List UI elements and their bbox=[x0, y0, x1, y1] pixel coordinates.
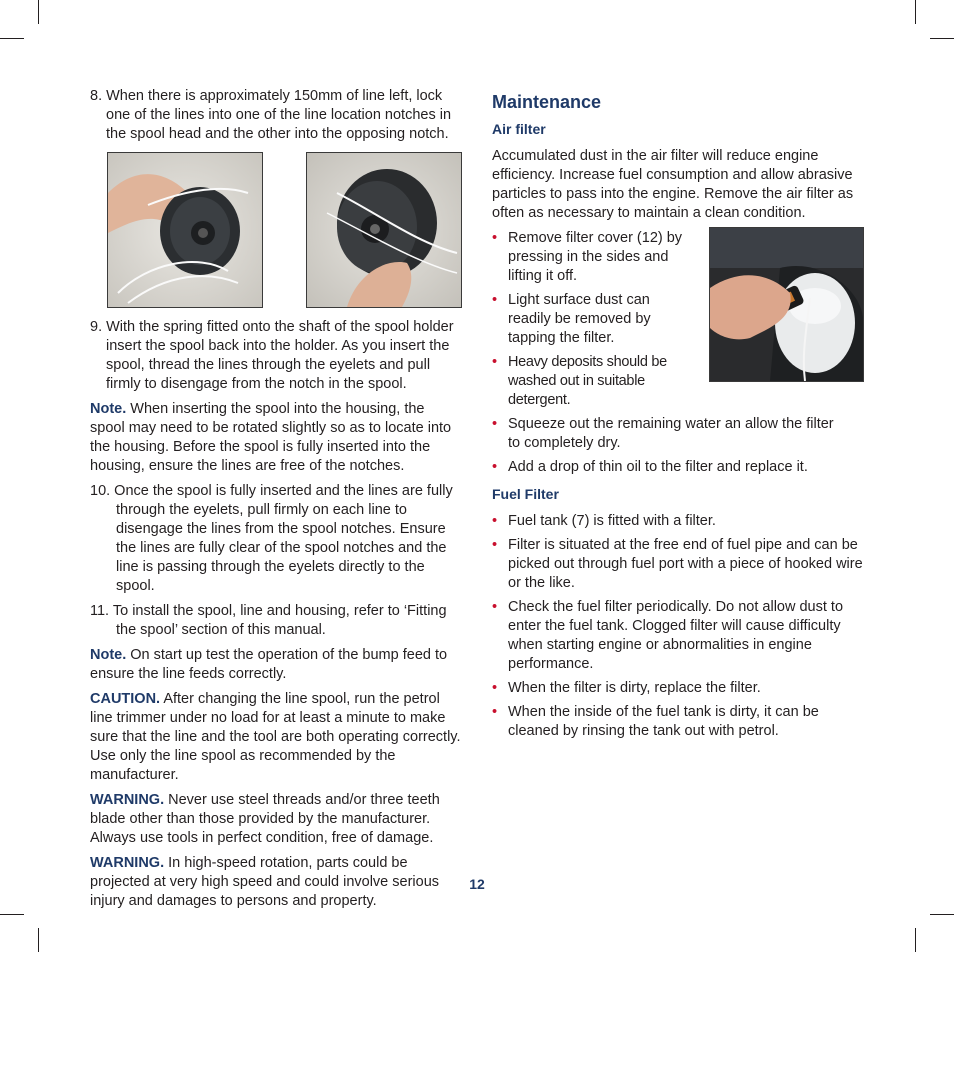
warning-1 bbox=[90, 791, 462, 848]
page-number: 12 bbox=[469, 876, 485, 892]
crop-mark-tr-h bbox=[930, 38, 954, 39]
list-item: • Filter is situated at the free end of fuel pipe and can be picked out through fuel port with a piece of hooked wire or the like. bbox=[492, 537, 863, 591]
step-8: 8. When there is approximately 150mm of line left, lock one of the lines into one of the line location notches in the spool head and the other into the opposing notch. bbox=[90, 88, 452, 142]
step-11: 11. To install the spool, line and housing, refer to ‘Fitting the spool’ section of this manual. bbox=[90, 603, 447, 638]
list-item: • Check the fuel filter periodically. Do not allow dust to enter the fuel tank. Clogged filter will cause difficulty when starting engine or abnormalities in engine performance. bbox=[492, 599, 844, 672]
warning-1-lead: WARNING. bbox=[90, 792, 165, 808]
maintenance-heading: Maintenance bbox=[492, 92, 602, 112]
air-filter-heading: Air filter bbox=[492, 121, 546, 137]
crop-mark-tr-v bbox=[915, 0, 916, 24]
warning-2-lead: WARNING. bbox=[90, 855, 165, 871]
air-filter-photo bbox=[709, 227, 864, 382]
bullet-icon: • bbox=[492, 416, 498, 432]
bullet-icon: • bbox=[492, 537, 498, 553]
bullet-icon: • bbox=[492, 513, 498, 529]
bullet-icon: • bbox=[492, 292, 498, 308]
right-column bbox=[492, 90, 866, 749]
caution bbox=[90, 690, 462, 785]
note-1-text: When inserting the spool into the housing, the spool may need to be rotated slightly so as to locate into the housing. Before the spool is fully inserted into the housing, ensure the lines are free of the notches. bbox=[90, 401, 452, 474]
note-1 bbox=[90, 400, 462, 476]
left-column bbox=[90, 87, 462, 917]
spool-photos bbox=[90, 152, 462, 308]
bullet-icon: • bbox=[492, 354, 497, 370]
list-item: • Heavy deposits should be washed out in suitable detergent. bbox=[492, 354, 667, 408]
spool-photo-2 bbox=[306, 152, 462, 308]
step-9: 9. With the spring fitted onto the shaft of the spool holder insert the spool back into the holder. As you insert the spool, thread the lines through the eyelets and pull firmly to disengage from the notch in the spool. bbox=[90, 319, 454, 392]
bullet-icon: • bbox=[492, 459, 498, 475]
note-2-lead: Note. bbox=[90, 647, 127, 663]
note-1-lead: Note. bbox=[90, 401, 127, 417]
list-item: • Light surface dust can readily be removed by tapping the filter. bbox=[492, 292, 651, 346]
bullet-icon: • bbox=[492, 599, 498, 615]
list-item: • Fuel tank (7) is fitted with a filter. bbox=[492, 513, 716, 529]
list-item: • Remove filter cover (12) by pressing in the sides and lifting it off. bbox=[492, 230, 683, 284]
caution-lead: CAUTION. bbox=[90, 691, 161, 707]
crop-mark-br-v bbox=[915, 928, 916, 952]
note-2-text: On start up test the operation of the bump feed to ensure the line feeds correctly. bbox=[90, 647, 448, 682]
list-item: • When the inside of the fuel tank is dirty, it can be cleaned by rinsing the tank out with petrol. bbox=[492, 704, 819, 739]
fuel-filter-list bbox=[492, 512, 866, 741]
bullet-icon: • bbox=[492, 230, 498, 246]
list-item: • When the filter is dirty, replace the filter. bbox=[492, 680, 761, 696]
crop-mark-tl-h bbox=[0, 38, 24, 39]
list-item: • Add a drop of thin oil to the filter and replace it. bbox=[492, 459, 808, 475]
air-filter-intro: Accumulated dust in the air filter will reduce engine efficiency. Increase fuel consumption and allow abrasive particles to pass into the engine. Remove the air filter as often as necessary to maintain a clean condition. bbox=[492, 148, 854, 221]
spool-photo-1 bbox=[107, 152, 263, 308]
warning-2-text: In high-speed rotation, parts could be projected at very high speed and could involve serious injury and damages to persons and property. bbox=[90, 855, 440, 909]
note-2 bbox=[90, 646, 462, 684]
bullet-icon: • bbox=[492, 680, 498, 696]
crop-mark-tl-v bbox=[38, 0, 39, 24]
warning-1-text: Never use steel threads and/or three teeth blade other than those provided by the manufacturer. Always use tools in perfect condition, free of damage. bbox=[90, 792, 440, 846]
crop-mark-bl-h bbox=[0, 914, 24, 915]
fuel-filter-heading: Fuel Filter bbox=[492, 486, 559, 502]
caution-text: After changing the line spool, run the petrol line trimmer under no load for at least a minute to make sure that the line and the tool are both operating correctly. Use only the line spool as recommended by the manufacturer. bbox=[90, 691, 461, 783]
crop-mark-bl-v bbox=[38, 928, 39, 952]
list-item: • Squeeze out the remaining water an allow the filter to completely dry. bbox=[492, 416, 834, 451]
bullet-icon: • bbox=[492, 704, 498, 720]
crop-mark-br-h bbox=[930, 914, 954, 915]
step-10: 10. Once the spool is fully inserted and the lines are fully through the eyelets, pull firmly on each line to disengage the lines from the spool notches. Ensure the lines are fully clear of the spool notches and the line is passing through the eyelets directly to the spool. bbox=[90, 483, 453, 594]
